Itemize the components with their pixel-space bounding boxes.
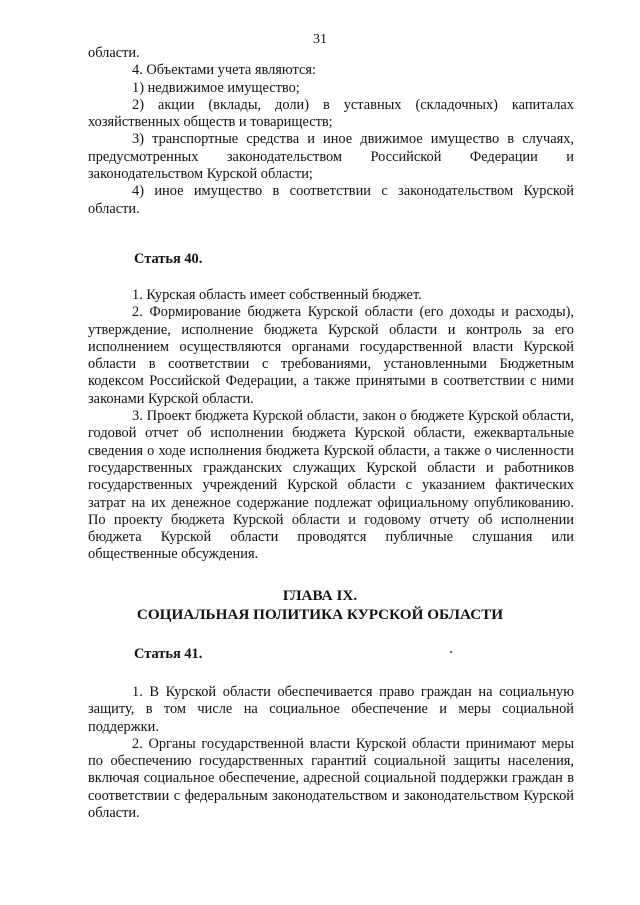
article41-heading: Статья 41. (134, 646, 203, 662)
page-number: 31 (313, 32, 327, 47)
paragraph: 3. Проект бюджета Курской области, закон о бюджете Курской области, годовой отчет об исполнении бюджета Курской области, ежеквартальные сведения о ходе исполнения бюджета Курской области, а также о численности государственных гражданских служащих Курской области и работников государственных учреждений Курской области с указанием фактических затрат на их денежное содержание подлежат официальному опубликованию. По проекту бюджета Курской области и годовому отчету об исполнении бюджета Курской области проводятся публичные слушания или общественные обсуждения. (88, 408, 574, 563)
article40-heading: Статья 40. (134, 251, 203, 267)
article41-body (88, 684, 574, 822)
chapter-number: ГЛАВА IX. (282, 587, 358, 604)
scan-speck (450, 651, 452, 653)
paragraph: 1. В Курской области обеспечивается право граждан на социальную защиту, в том числе на социальное обеспечение и меры социальной поддержки. (88, 684, 574, 735)
chapter-title: СОЦИАЛЬНАЯ ПОЛИТИКА КУРСКОЙ ОБЛАСТИ (136, 606, 504, 623)
article39-continuation (88, 45, 574, 218)
paragraph: 1. Курская область имеет собственный бюджет. (132, 287, 422, 303)
paragraph: 2. Формирование бюджета Курской области (его доходы и расходы), утверждение, исполнение бюджета Курской области и контроль за его исполнением осуществляются органами государственной власти Курской области в соответствии с требованиями, установленными Бюджетным кодексом Российской Федерации, а также принятыми в соответствии с ними законами Курской области. (88, 304, 574, 407)
article40-body (88, 287, 574, 564)
paragraph: 4) иное имущество в соответствии с законодательством Курской области. (88, 183, 574, 217)
paragraph: 2) акции (вклады, доли) в уставных (складочных) капиталах хозяйственных обществ и товариществ; (88, 96, 574, 131)
paragraph: области. (88, 45, 140, 61)
paragraph: 4. Объектами учета являются: (132, 62, 316, 79)
paragraph: 3) транспортные средства и иное движимое имущество в случаях, предусмотренных законодательством Российской Федерации и законодательством Курской области; (88, 131, 574, 183)
paragraph: 2. Органы государственной власти Курской области принимают меры по обеспечению государственных гарантий социальной защиты населения, включая социальное обеспечение, адресной социальной поддержки граждан в соответствии с федеральным законодательством и законодательством Курской области. (88, 735, 574, 822)
paragraph: 1) недвижимое имущество; (132, 79, 300, 96)
